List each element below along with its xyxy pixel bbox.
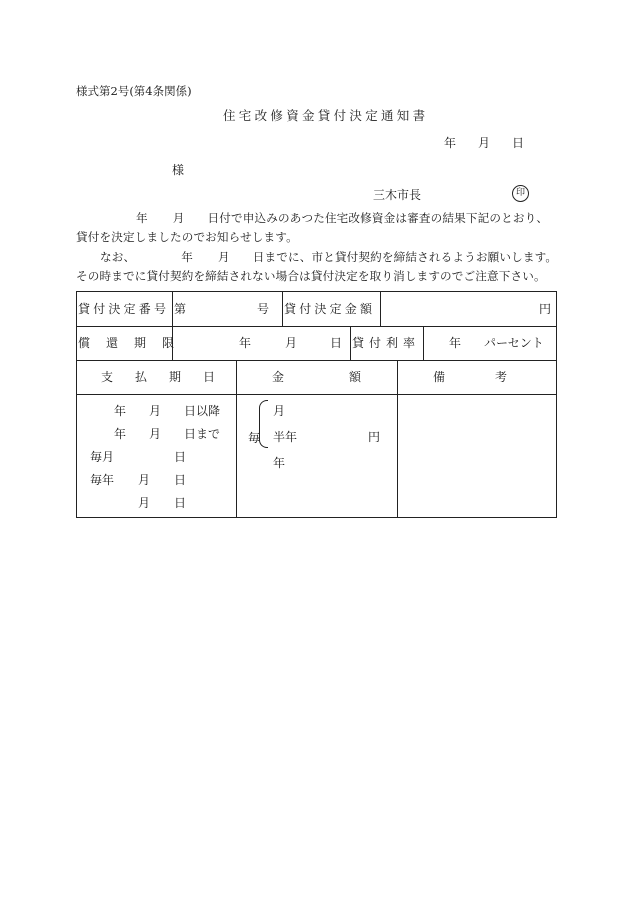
table-rule	[380, 291, 381, 326]
table-rule	[350, 326, 351, 360]
line3-rest: 日までに、市と貸付契約を締結されるようお願いします。	[252, 250, 558, 264]
number-prefix: 第	[174, 302, 187, 316]
line3-prefix: なお、	[100, 250, 136, 264]
line1-rest: 日付で申込みのあつた住宅改修資金は審査の結果下記のとおり、	[207, 211, 549, 225]
date-year: 年	[444, 136, 457, 150]
deadline-day: 日	[330, 336, 343, 350]
amount-option-half-year: 半年	[273, 430, 298, 444]
payment-r4-prefix: 毎年	[90, 473, 115, 487]
payment-r1-month: 月	[149, 404, 162, 418]
header-payment-date: 支払期日	[101, 370, 238, 384]
document-title: 住宅改修資金貸付決定通知書	[223, 108, 429, 123]
payment-r4-month: 月	[138, 473, 151, 487]
payment-r5-day: 日	[174, 496, 187, 510]
date-month: 月	[478, 136, 491, 150]
payment-r2-year: 年	[114, 427, 127, 441]
rate-unit: パーセント	[484, 336, 544, 350]
payment-r5-month: 月	[138, 496, 151, 510]
amount-unit: 円	[539, 302, 552, 316]
payment-r1-day: 日以降	[184, 404, 221, 418]
table-rule	[76, 326, 557, 327]
table-rule	[76, 360, 557, 361]
label-interest-rate: 貸付利率	[352, 336, 421, 350]
issue-date	[444, 137, 546, 149]
line1-year: 年	[136, 211, 148, 225]
number-suffix: 号	[257, 302, 270, 316]
body-line-3	[76, 252, 557, 264]
deadline-month: 月	[285, 336, 298, 350]
payment-r3-prefix: 毎月	[90, 450, 115, 464]
table-rule	[282, 291, 283, 326]
label-decision-number: 貸付決定番号	[78, 302, 170, 316]
seal-mark: 印	[512, 185, 529, 202]
payment-r3-day: 日	[174, 450, 187, 464]
rate-year: 年	[449, 336, 462, 350]
label-repayment-deadline: 償還期限	[78, 336, 191, 350]
header-remarks: 備考	[433, 370, 558, 384]
line3-year: 年	[181, 250, 193, 264]
body-line-1	[76, 213, 548, 225]
label-decision-amount: 貸付決定金額	[284, 302, 376, 316]
amount-option-year: 年	[273, 456, 286, 470]
amount-option-month: 月	[273, 404, 286, 418]
payment-r2-month: 月	[149, 427, 162, 441]
brace-bracket	[259, 400, 268, 448]
table-rule	[423, 326, 424, 360]
addressee-suffix: 様	[172, 163, 185, 177]
amount-yen-unit: 円	[368, 430, 381, 444]
form-number: 様式第2号(第4条関係)	[76, 84, 192, 98]
deadline-year: 年	[239, 336, 252, 350]
payment-r4-day: 日	[174, 473, 187, 487]
line1-month: 月	[172, 211, 185, 225]
body-line-4: その時までに貸付契約を締結されない場合は貸付決定を取り消しますのでご注意下さい。	[76, 269, 546, 283]
amount-every: 毎	[248, 431, 261, 445]
sender-name: 三木市長	[373, 188, 422, 202]
header-amount: 金額	[272, 370, 427, 384]
payment-r2-day: 日まで	[184, 427, 221, 441]
line3-month: 月	[217, 250, 230, 264]
payment-r1-year: 年	[114, 404, 127, 418]
body-line-2: 貸付を決定しましたのでお知らせします。	[76, 230, 298, 244]
date-day: 日	[512, 136, 525, 150]
table-rule	[76, 394, 557, 395]
